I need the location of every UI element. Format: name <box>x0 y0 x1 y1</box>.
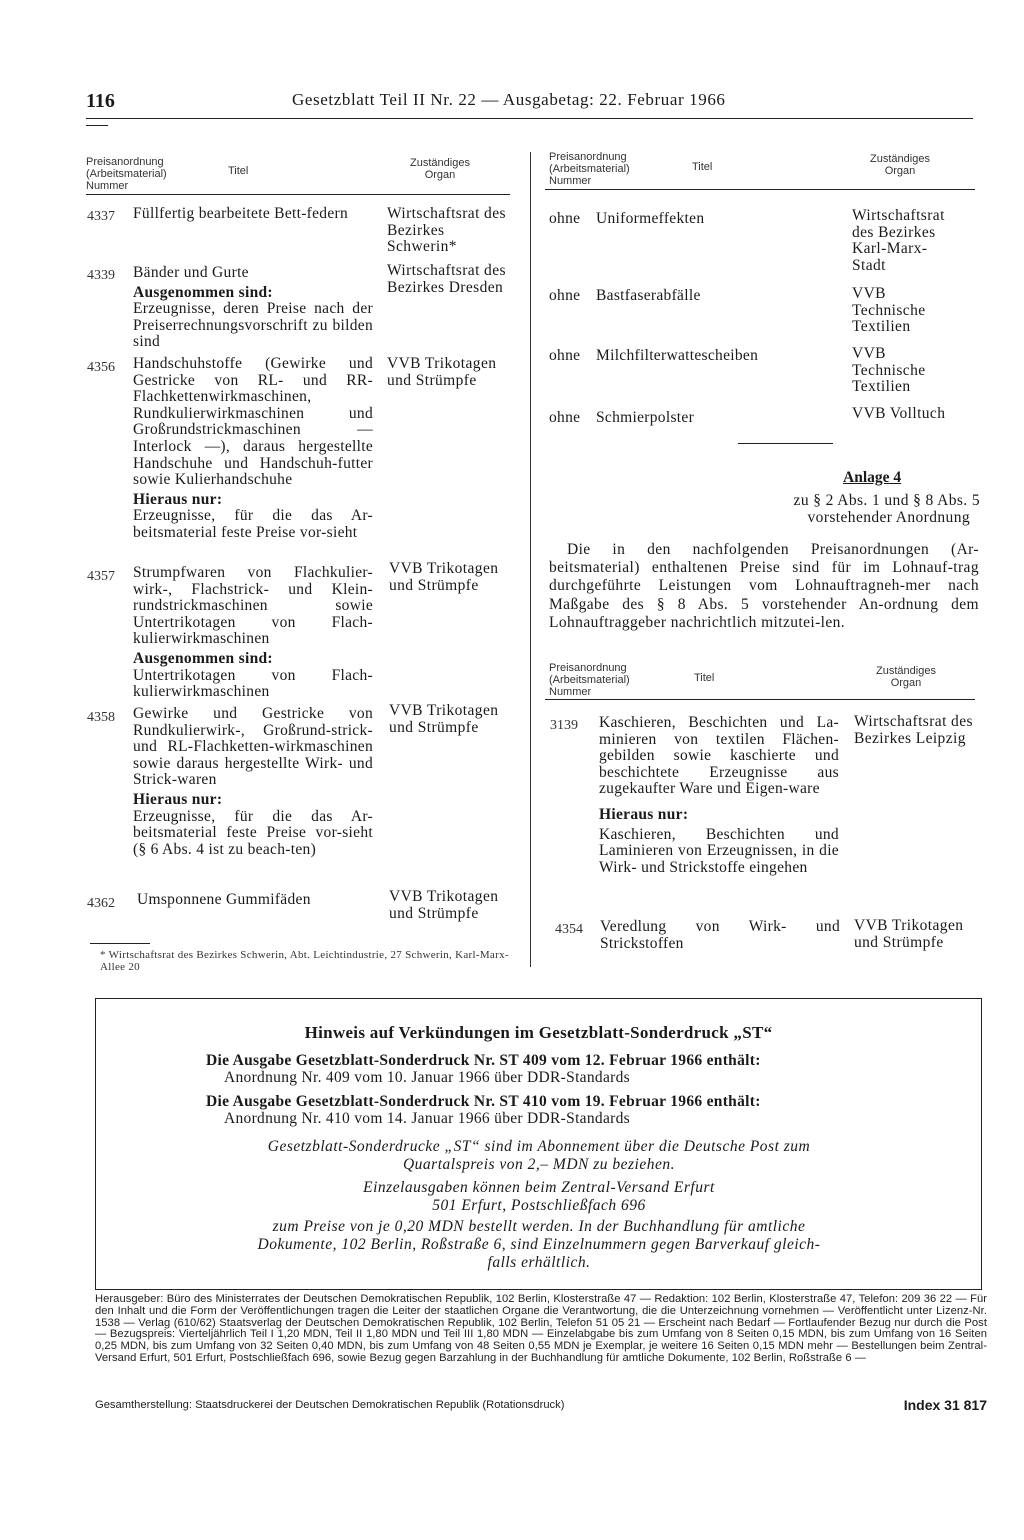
section-rule <box>738 443 833 444</box>
entry-subheading: Hieraus nur: <box>599 805 689 823</box>
notice-title: Hinweis auf Verkündungen im Gesetzblatt-Sonderdruck „ST“ <box>304 1023 773 1042</box>
entry-subheading: Ausgenommen sind: <box>133 649 273 667</box>
col-header-number: Preisanordnung (Arbeitsmaterial) Nummer <box>86 156 167 192</box>
entry-organ: VVB Trikotagen und Strümpfe <box>387 355 497 389</box>
notice-item-text: Anordnung Nr. 410 vom 14. Januar 1966 über DDR-Standards <box>224 1110 630 1127</box>
notice-item-text: Anordnung Nr. 409 vom 10. Januar 1966 über DDR-Standards <box>224 1069 630 1086</box>
entry-subtext: Erzeugnisse, für die das Ar-beitsmaterial feste Preise vor-sieht <box>133 507 373 541</box>
entry-number: 4354 <box>555 922 583 937</box>
entry-number: 4358 <box>87 710 115 725</box>
entry-organ: VVB Trikotagen und Strümpfe <box>389 888 499 922</box>
entry-number: 3139 <box>550 718 578 733</box>
entry-organ: VVB Technische Textilien <box>852 345 926 395</box>
notice-price-line3: falls erhältlich. <box>487 1254 591 1271</box>
col-header-title: Titel <box>694 672 715 684</box>
entry-title: Schmierpolster <box>596 409 695 426</box>
right-header-rule <box>545 189 975 190</box>
entry-number: 4362 <box>87 896 115 911</box>
page-title: Gesetzblatt Teil II Nr. 22 — Ausgabetag: 22. Februar 1966 <box>292 90 726 109</box>
entry-subheading: Hieraus nur: <box>133 790 223 808</box>
page-number: 116 <box>86 90 115 112</box>
entry-organ: Wirtschaftsrat des Bezirkes Leipzig <box>854 713 973 747</box>
entry-title: Füllfertig bearbeitete Bett-federn <box>133 205 349 222</box>
anlage-ref-line2: vorstehender Anordnung <box>807 509 970 526</box>
entry-number: 4337 <box>87 209 115 224</box>
entry-title: Milchfilterwattescheiben <box>596 347 759 364</box>
entry-title: Kaschieren, Beschichten und La-minieren von textilen Flächen-gebilden sowie kaschierte und beschichtete Erzeugnisse aus zugekaufter Ware und Eigen-ware <box>599 714 839 798</box>
notice-box <box>95 998 982 1290</box>
notice-single-line1: Einzelausgaben können beim Zentral-Versand Erfurt <box>363 1179 715 1196</box>
column-divider <box>530 152 531 967</box>
notice-item-heading: Die Ausgabe Gesetzblatt-Sonderdruck Nr. ST 410 vom 19. Februar 1966 enthält: <box>206 1093 761 1110</box>
entry-title: Gewirke und Gestricke von Rundkulierwirk-, Großrund-strick- und RL-Flachketten-wirkmaschinen sowie daraus hergestellte Wirk- und Strick-waren <box>133 705 373 789</box>
col-header-title: Titel <box>228 165 249 177</box>
entry-organ: VVB Trikotagen und Strümpfe <box>389 702 499 736</box>
col-header-organ: Zuständiges Organ <box>876 665 936 689</box>
entry-number: ohne <box>549 210 581 227</box>
entry-title: Bänder und Gurte <box>133 264 249 281</box>
entry-number: ohne <box>549 409 581 426</box>
entry-title: Handschuhstoffe (Gewirke und Gestricke von RL- und RR-Flachkettenwirkmaschinen, Rundkulierwirkmaschinen und Großrundstrickmaschinen — Interlock —), daraus hergestellte Handschuhe und Handschuh-futter sowie Kulierhandschuhe <box>133 355 373 489</box>
entry-title: Strumpfwaren von Flachkulier-wirk-, Flachstrick- und Klein-rundstrickmaschinen sowie Untertrikotagen von Flach-kulierwirkmaschinen <box>133 564 373 648</box>
col-header-number: Preisanordnung (Arbeitsmaterial) Nummer <box>549 151 630 187</box>
entry-title: Bastfaserabfälle <box>596 287 701 304</box>
notice-item-heading: Die Ausgabe Gesetzblatt-Sonderdruck Nr. ST 409 vom 12. Februar 1966 enthält: <box>206 1052 761 1069</box>
entry-title: Veredlung von Wirk- und Strickstoffen <box>600 918 840 952</box>
header-rule-short <box>86 125 108 126</box>
entry-number: ohne <box>549 347 581 364</box>
entry-subheading: Ausgenommen sind: <box>133 283 273 301</box>
entry-organ: Wirtschaftsrat des Bezirkes Schwerin* <box>387 205 506 255</box>
footnote: * Wirtschaftsrat des Bezirkes Schwerin, Abt. Leichtindustrie, 27 Schwerin, Karl-Marx-Allee 20 <box>100 949 509 973</box>
left-header-rule <box>86 194 510 195</box>
anlage-heading: Anlage 4 <box>843 469 902 486</box>
entry-number: 4357 <box>87 569 115 584</box>
entry-subtext: Erzeugnisse, für die das Ar-beitsmaterial feste Preise vor-sieht (§ 6 Abs. 4 ist zu beach-ten) <box>133 807 373 858</box>
entry-organ: VVB Technische Textilien <box>852 285 926 335</box>
notice-price-line1: zum Preise von je 0,20 MDN bestellt werden. In der Buchhandlung für amtliche <box>272 1218 806 1235</box>
entry-number: 4339 <box>87 268 115 283</box>
anlage-header-rule <box>545 699 975 700</box>
footnote-rule <box>90 943 150 944</box>
anlage-ref-line1: zu § 2 Abs. 1 und § 8 Abs. 5 <box>793 492 980 509</box>
entry-subtext: Kaschieren, Beschichten und Laminieren von Erzeugnissen, in die Wirk- und Strickstoffe eingehen <box>599 825 839 876</box>
anlage-paragraph: Die in den nachfolgenden Preisanordnungen (Ar-beitsmaterial) enthaltenen Preise sind für im Lohnauf-trag durchgeführte Leistungen vom Lohnauftragneh-mer nach Maßgabe des § 8 Abs. 5 vorstehender An-ordnung dem Lohnauftraggeber nachrichtlich mitzutei-len. <box>549 541 979 631</box>
entry-subheading: Hieraus nur: <box>133 490 223 508</box>
imprint-last-line: Gesamtherstellung: Staatsdruckerei der Deutschen Demokratischen Republik (Rotationsdruck) <box>95 1399 565 1411</box>
imprint-text: Herausgeber: Büro des Ministerrates der Deutschen Demokratischen Republik, 102 Berlin, Klosterstraße 47 — Redaktion: 102 Berlin, Klosterstraße 47, Telefon: 209 36 22 — Für den Inhalt und die Form der Veröffentlichungen tragen die Leiter der staatlichen Organe die Verantwortung, die die Unterzeichnung vornehmen — Veröffentlicht unter Lizenz-Nr. 1538 — Verlag (610/62) Staatsverlag der Deutschen Demokratischen Republik, 102 Berlin, Telefon 51 05 21 — Erscheint nach Bedarf — Fortlaufender Bezug nur durch die Post — Bezugspreis: Vierteljährlich Teil I 1,20 MDN, Teil II 1,80 MDN und Teil III 1,80 MDN — Einzelabgabe bis zum Umfang von 8 Seiten 0,15 MDN, bis zum Umfang von 16 Seiten 0,25 MDN, bis zum Umfang von 32 Seiten 0,40 MDN, bis zum Umfang von 48 Seiten 0,55 MDN je Exemplar, je weitere 16 Seiten 0,15 MDN mehr — Bestellungen beim Zentral-Versand Erfurt, 501 Erfurt, Postschließfach 696, sowie Bezug gegen Barzahlung in der Buchhandlung für amtliche Dokumente, 102 Berlin, Roßstraße 6 — <box>95 1293 987 1364</box>
notice-subscription-line1: Gesetzblatt-Sonderdrucke „ST“ sind im Abonnement über die Deutsche Post zum <box>267 1138 811 1155</box>
col-header-title: Titel <box>692 161 713 173</box>
entry-title: Umsponnene Gummifäden <box>137 891 311 908</box>
entry-organ: VVB Trikotagen und Strümpfe <box>389 560 499 594</box>
notice-price-line2: Dokumente, 102 Berlin, Roßstraße 6, sind Einzelnummern gegen Barverkauf gleich- <box>257 1236 821 1253</box>
entry-title: Uniformeffekten <box>596 210 705 227</box>
notice-subscription-line2: Quartalspreis von 2,– MDN zu beziehen. <box>402 1156 675 1173</box>
entry-organ: VVB Volltuch <box>852 405 946 422</box>
entry-organ: Wirtschaftsrat des Bezirkes Dresden <box>387 262 506 296</box>
header-rule <box>86 118 973 119</box>
entry-subtext: Untertrikotagen von Flach-kulierwirkmaschinen <box>133 666 373 701</box>
entry-number: ohne <box>549 287 581 304</box>
entry-number: 4356 <box>87 360 115 375</box>
col-header-organ: Zuständiges Organ <box>410 157 470 181</box>
entry-subtext: Erzeugnisse, deren Preise nach der Preiserrechnungsvorschrift zu bilden sind <box>133 300 373 351</box>
index-number: Index 31 817 <box>903 1397 987 1413</box>
notice-single-line2: 501 Erfurt, Postschließfach 696 <box>432 1197 646 1214</box>
col-header-number: Preisanordnung (Arbeitsmaterial) Nummer <box>549 662 630 698</box>
entry-organ: Wirtschaftsrat des Bezirkes Karl-Marx-Stadt <box>852 207 945 274</box>
entry-organ: VVB Trikotagen und Strümpfe <box>854 917 964 951</box>
col-header-organ: Zuständiges Organ <box>870 153 930 177</box>
